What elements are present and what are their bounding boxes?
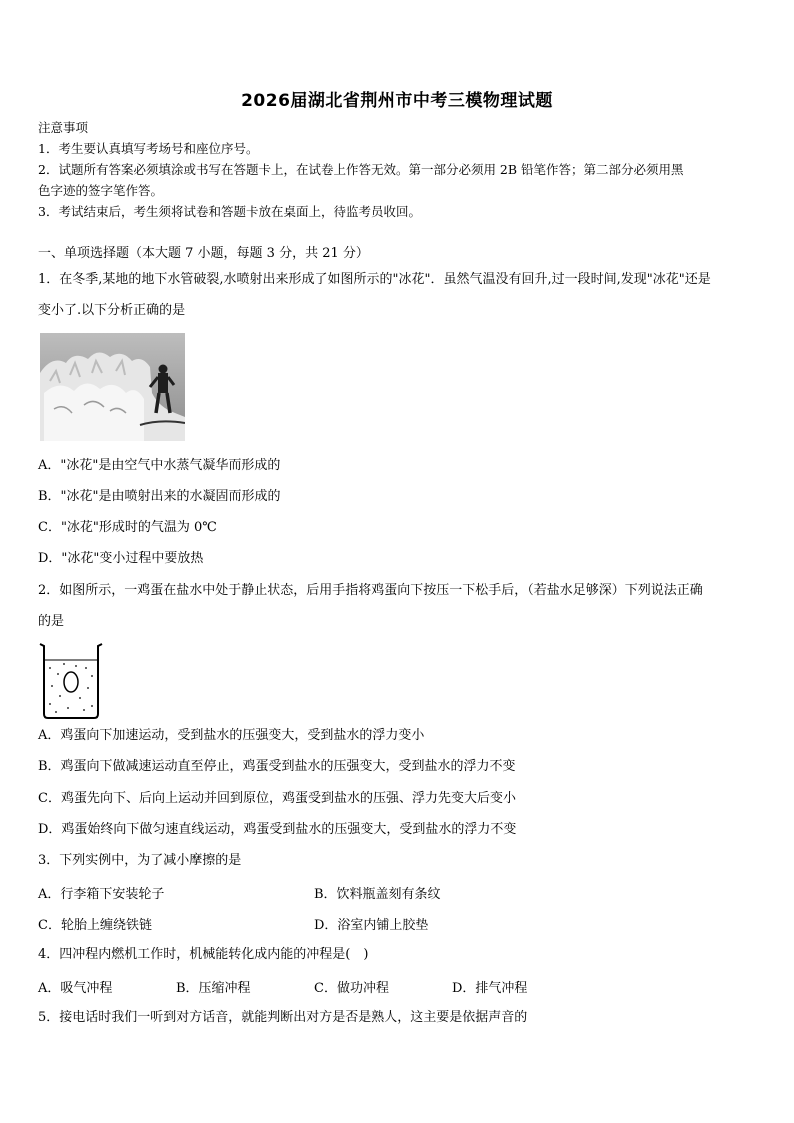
option-A: A．吸气冲程 — [38, 981, 113, 996]
option-C: C．鸡蛋先向下、后向上运动并回到原位，鸡蛋受到盐水的压强、浮力先变大后变小 — [38, 791, 516, 806]
question-3-stem: 3．下列实例中，为了减小摩擦的是 — [38, 853, 242, 868]
page-title: 2026届湖北省荆州市中考三模物理试题 — [241, 91, 553, 111]
ice-flower-photo — [40, 333, 185, 441]
notice-heading: 注意事项 — [38, 120, 89, 135]
option-D: D．浴室内铺上胶垫 — [314, 918, 429, 933]
option-D: D．鸡蛋始终向下做匀速直线运动，鸡蛋受到盐水的压强变大，受到盐水的浮力不变 — [38, 822, 517, 837]
question-1-stem: 1．在冬季,某地的地下水管破裂,水喷射出来形成了如图所示的"冰花"．虽然气温没有回升,过一段时间,发现"冰花"还是 — [38, 272, 711, 287]
notice-item: 3．考试结束后，考生须将试卷和答题卡放在桌面上，待监考员收回。 — [38, 204, 421, 219]
option-B: B．饮料瓶盖刻有条纹 — [314, 887, 441, 902]
option-B: B．鸡蛋向下做减速运动直至停止，鸡蛋受到盐水的压强变大，受到盐水的浮力不变 — [38, 759, 516, 774]
question-5-stem: 5．接电话时我们一听到对方话音，就能判断出对方是否是熟人，这主要是依据声音的 — [38, 1010, 528, 1025]
option-C: C．"冰花"形成时的气温为 0℃ — [38, 520, 217, 535]
question-1-stem-cont: 变小了.以下分析正确的是 — [38, 303, 186, 318]
option-D: D．"冰花"变小过程中要放热 — [38, 551, 204, 566]
option-D: D．排气冲程 — [452, 981, 528, 996]
option-B: B．"冰花"是由喷射出来的水凝固而形成的 — [38, 489, 281, 504]
option-A: A．鸡蛋向下加速运动，受到盐水的压强变大，受到盐水的浮力变小 — [38, 728, 425, 743]
section-heading: 一、单项选择题（本大题 7 小题，每题 3 分，共 21 分） — [38, 246, 369, 261]
question-2-stem: 2．如图所示，一鸡蛋在盐水中处于静止状态，后用手指将鸡蛋向下按压一下松手后，（若盐水足够深）下列说法正确 — [38, 583, 703, 598]
beaker-egg-figure — [38, 640, 104, 720]
option-A: A．"冰花"是由空气中水蒸气凝华而形成的 — [38, 458, 281, 473]
option-C: C．轮胎上缠绕铁链 — [38, 918, 152, 933]
option-A: A．行李箱下安装轮子 — [38, 887, 165, 902]
notice-item: 2．试题所有答案必须填涂或书写在答题卡上，在试卷上作答无效。第一部分必须用 2B 铅笔作答；第二部分必须用黑 — [38, 162, 684, 177]
option-C: C．做功冲程 — [314, 981, 389, 996]
notice-item: 色字迹的签字笔作答。 — [38, 183, 164, 198]
option-B: B．压缩冲程 — [176, 981, 251, 996]
question-2-stem-cont: 的是 — [38, 614, 65, 629]
notice-item: 1．考生要认真填写考场号和座位序号。 — [38, 141, 259, 156]
question-4-stem: 4．四冲程内燃机工作时，机械能转化成内能的冲程是( ) — [38, 947, 369, 962]
